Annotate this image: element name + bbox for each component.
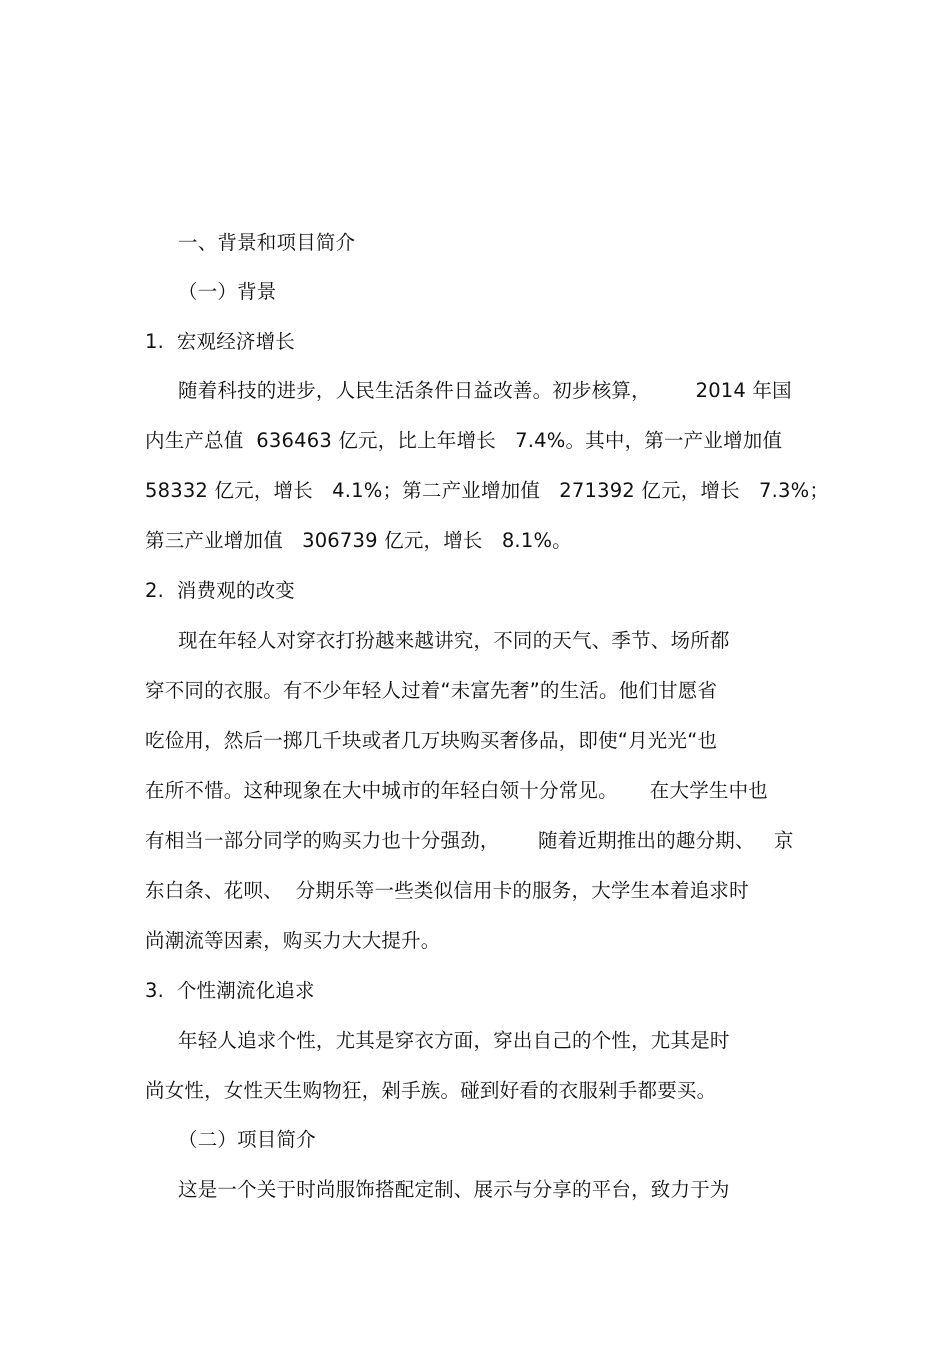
paragraph-line: 有相当一部分同学的购买力也十分强劲， 随着近期推出的趣分期、 京 — [145, 829, 794, 852]
paragraph-line: 这是一个关于时尚服饰搭配定制、展示与分享的平台，致力于为 — [178, 1178, 730, 1201]
numbered-heading: 2. 消费观的改变 — [145, 579, 296, 602]
paragraph-line: 在所不惜。这种现象在大中城市的年轻白领十分常见。 在大学生中也 — [145, 779, 768, 802]
paragraph-line: 58332 亿元，增长 4.1%；第二产业增加值 271392 亿元，增长 7.3%； — [145, 479, 830, 502]
paragraph-line: 东白条、花呗、 分期乐等一些类似信用卡的服务，大学生本着追求时 — [145, 879, 749, 902]
numbered-heading: 3. 个性潮流化追求 — [145, 979, 315, 1002]
paragraph-line: 尚潮流等因素，购买力大大提升。 — [145, 929, 441, 952]
subsection-heading: （二）项目简介 — [178, 1128, 316, 1151]
paragraph-line: 内生产总值 636463 亿元，比上年增长 7.4%。其中，第一产业增加值 — [145, 429, 783, 452]
paragraph-line: 吃俭用，然后一掷几千块或者几万块购买奢侈品，即使“月光光“也 — [145, 729, 718, 752]
paragraph-line: 年轻人追求个性，尤其是穿衣方面，穿出自己的个性，尤其是时 — [178, 1029, 730, 1052]
numbered-heading: 1. 宏观经济增长 — [145, 330, 296, 353]
subsection-heading: （一）背景 — [178, 280, 277, 303]
paragraph-line: 现在年轻人对穿衣打扮越来越讲究，不同的天气、季节、场所都 — [178, 629, 730, 652]
paragraph-line: 穿不同的衣服。有不少年轻人过着“未富先奢”的生活。他们甘愿省 — [145, 679, 718, 702]
paragraph-line: 随着科技的进步，人民生活条件日益改善。初步核算， 2014 年国 — [178, 379, 792, 402]
paragraph-line: 尚女性，女性天生购物狂，剁手族。碰到好看的衣服剁手都要买。 — [145, 1079, 717, 1102]
paragraph-line: 第三产业增加值 306739 亿元，增长 8.1%。 — [145, 529, 572, 552]
section-heading: 一、背景和项目简介 — [178, 231, 356, 254]
